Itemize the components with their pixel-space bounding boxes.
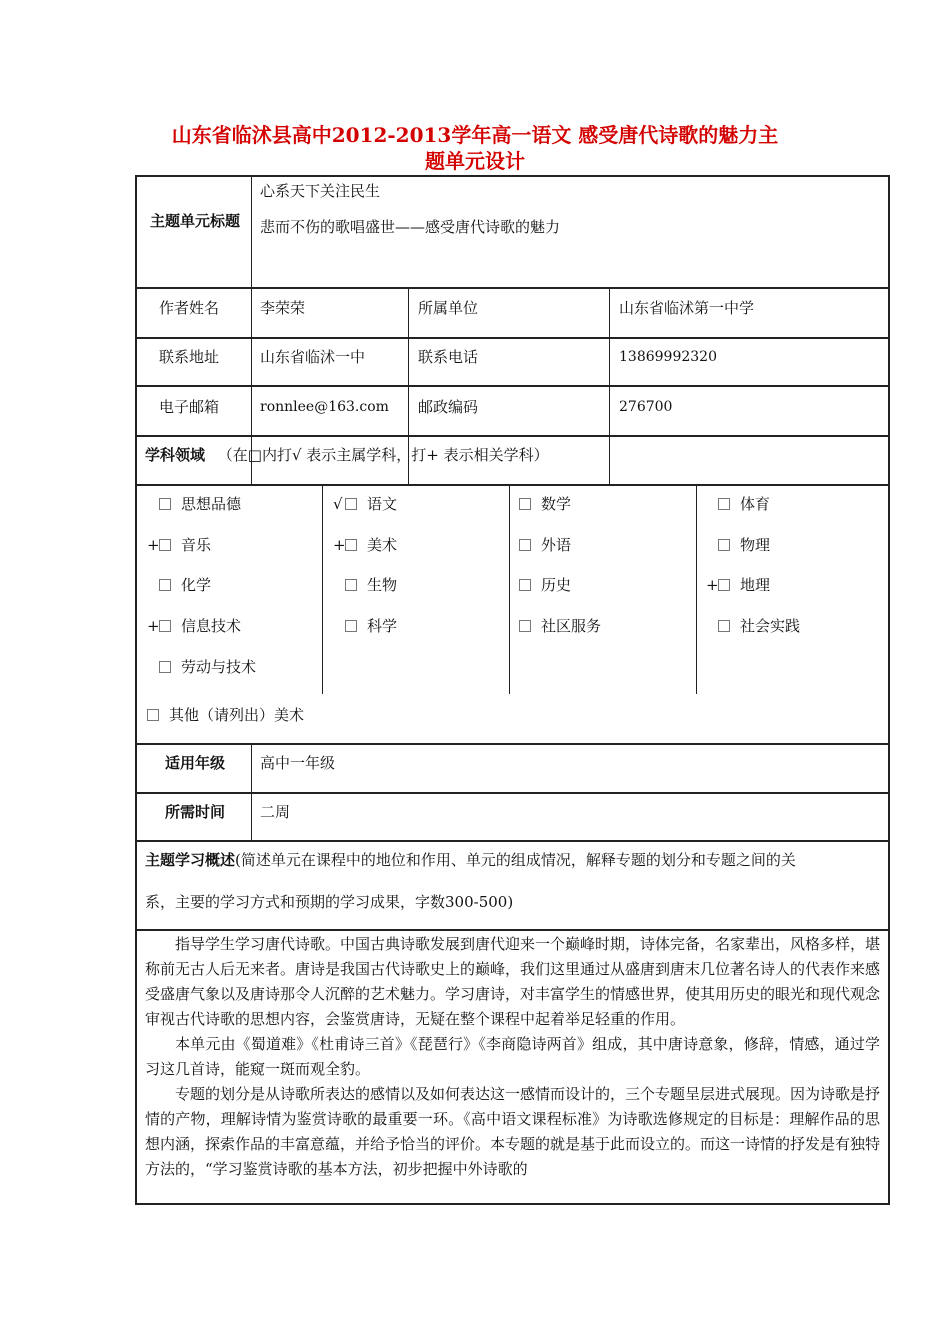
author-value: 李荣荣 — [260, 299, 306, 317]
overview-note-1: (简述单元在课程中的地位和作用、单元的组成情况，解释专题的划分和专题之间的关 — [235, 851, 796, 869]
postcode-label: 邮政编码 — [418, 398, 479, 416]
row-divider — [137, 792, 888, 794]
row-divider — [137, 929, 888, 931]
author-label: 作者姓名 — [159, 299, 220, 317]
checkbox-icon — [159, 498, 171, 510]
grade-label: 适用年级 — [164, 754, 225, 772]
overview-body — [145, 932, 880, 1182]
checkbox-icon — [718, 498, 730, 510]
phone-value: 13869992320 — [619, 349, 717, 365]
subject-checkbox[interactable]: 历史 — [519, 575, 571, 595]
checkbox-icon — [519, 539, 531, 551]
subject-checkbox[interactable]: 数学 — [519, 494, 571, 514]
subject-checkbox[interactable]: 社会实践 — [706, 616, 800, 636]
overview-note-2: 系，主要的学习方式和预期的学习成果，字数300-500) — [145, 893, 514, 911]
title-line-2: 题单元设计 — [425, 149, 525, 173]
checkbox-icon — [159, 539, 171, 551]
col-divider — [509, 484, 510, 694]
checkbox-icon — [345, 579, 357, 591]
unit-label: 所属单位 — [418, 299, 479, 317]
checkbox-icon — [718, 620, 730, 632]
address-value: 山东省临沭一中 — [260, 348, 366, 366]
checkbox-icon — [718, 539, 730, 551]
time-value: 二周 — [260, 803, 291, 821]
overview-label: 主题学习概述 — [145, 851, 236, 869]
title-line-1: 山东省临沭县高中2012-2013学年高一语文 感受唐代诗歌的魅力主 — [171, 123, 779, 147]
subject-checkbox[interactable]: 化学 — [147, 575, 211, 595]
theme-line-2: 悲而不伤的歌唱盛世——感受唐代诗歌的魅力 — [260, 218, 561, 236]
email-label: 电子邮箱 — [159, 398, 220, 416]
subject-checkbox[interactable]: 思想品德 — [147, 494, 241, 514]
subject-checkbox[interactable]: 体育 — [706, 494, 770, 514]
row-divider — [137, 840, 888, 842]
subject-area-note: （在□内打√ 表示主属学科，打+ 表示相关学科） — [217, 446, 549, 464]
checkbox-icon — [345, 498, 357, 510]
subject-checkbox[interactable]: + 信息技术 — [147, 617, 242, 635]
address-label: 联系地址 — [159, 348, 220, 366]
subject-other[interactable]: 其他（请列出）美术 — [147, 705, 304, 725]
subject-area-label: 学科领域 — [145, 446, 206, 464]
subject-checkbox[interactable]: + 美术 — [333, 536, 398, 554]
col-divider — [251, 177, 252, 484]
row-divider — [137, 743, 888, 745]
overview-paragraph: 专题的划分是从诗歌所表达的感情以及如何表达这一感情而设计的，三个专题呈层进式展现。因为诗歌是抒情的产物，理解诗情为鉴赏诗歌的最重要一环。《高中语文课程标准》为诗歌选修规定的目标是：理解作品的思想内涵，探索作品的丰富意蕴，并给予恰当的评价。本专题的就是基于此而设立的。而这一诗情的抒发是有独特方法的，“学习鉴赏诗歌的基本方法，初步把握中外诗歌的 — [145, 1085, 881, 1178]
checkbox-icon — [519, 579, 531, 591]
phone-label: 联系电话 — [418, 348, 479, 366]
grade-value: 高中一年级 — [260, 754, 336, 772]
row-divider — [137, 287, 888, 289]
subject-checkbox[interactable]: 社区服务 — [519, 616, 601, 636]
row-divider — [137, 385, 888, 387]
subject-checkbox[interactable]: √ 语文 — [333, 495, 398, 513]
time-label: 所需时间 — [164, 803, 225, 821]
subject-checkbox[interactable]: 劳动与技术 — [147, 657, 256, 677]
theme-line-1: 心系天下关注民生 — [260, 182, 381, 200]
checkbox-icon — [159, 620, 171, 632]
design-form-table — [135, 175, 890, 1205]
col-divider — [609, 287, 610, 484]
email-value: ronnlee@163.com — [260, 399, 389, 415]
subject-checkbox[interactable]: + 地理 — [706, 576, 771, 594]
theme-label: 主题单元标题 — [149, 212, 240, 230]
row-divider — [137, 484, 888, 486]
checkbox-icon — [159, 661, 171, 673]
row-divider — [137, 337, 888, 339]
unit-value: 山东省临沭第一中学 — [619, 299, 755, 317]
checkbox-icon — [718, 579, 730, 591]
col-divider — [322, 484, 323, 694]
row-divider — [137, 435, 888, 437]
subject-checkbox[interactable]: + 音乐 — [147, 536, 212, 554]
checkbox-icon — [147, 709, 159, 721]
subject-checkbox[interactable]: 科学 — [333, 616, 397, 636]
checkbox-icon — [519, 498, 531, 510]
subject-checkbox[interactable]: 外语 — [519, 535, 571, 555]
document-title — [0, 122, 950, 174]
subject-checkbox[interactable]: 生物 — [333, 575, 397, 595]
checkbox-icon — [159, 579, 171, 591]
overview-header-line-1 — [145, 850, 796, 870]
subject-checkbox[interactable]: 物理 — [706, 535, 770, 555]
checkbox-icon — [345, 539, 357, 551]
overview-paragraph: 本单元由《蜀道难》《杜甫诗三首》《琵琶行》《李商隐诗两首》组成，其中唐诗意象，修辞，情感，通过学习这几首诗，能窥一斑而观全豹。 — [145, 1035, 880, 1078]
col-divider — [251, 743, 252, 840]
checkbox-icon — [345, 620, 357, 632]
overview-paragraph: 指导学生学习唐代诗歌。中国古典诗歌发展到唐代迎来一个巅峰时期，诗体完备，名家辈出，风格多样，堪称前无古人后无来者。唐诗是我国古代诗歌史上的巅峰，我们这里通过从盛唐到唐末几位著名诗人的代表作来感受盛唐气象以及唐诗那令人沉醉的艺术魅力。学习唐诗，对丰富学生的情感世界，使其用历史的眼光和现代观念审视古代诗歌的思想内容，会鉴赏唐诗，无疑在整个课程中起着举足轻重的作用。 — [145, 935, 881, 1028]
postcode-value: 276700 — [619, 399, 673, 415]
subject-area-header — [145, 445, 549, 465]
col-divider — [696, 484, 697, 694]
checkbox-icon — [519, 620, 531, 632]
